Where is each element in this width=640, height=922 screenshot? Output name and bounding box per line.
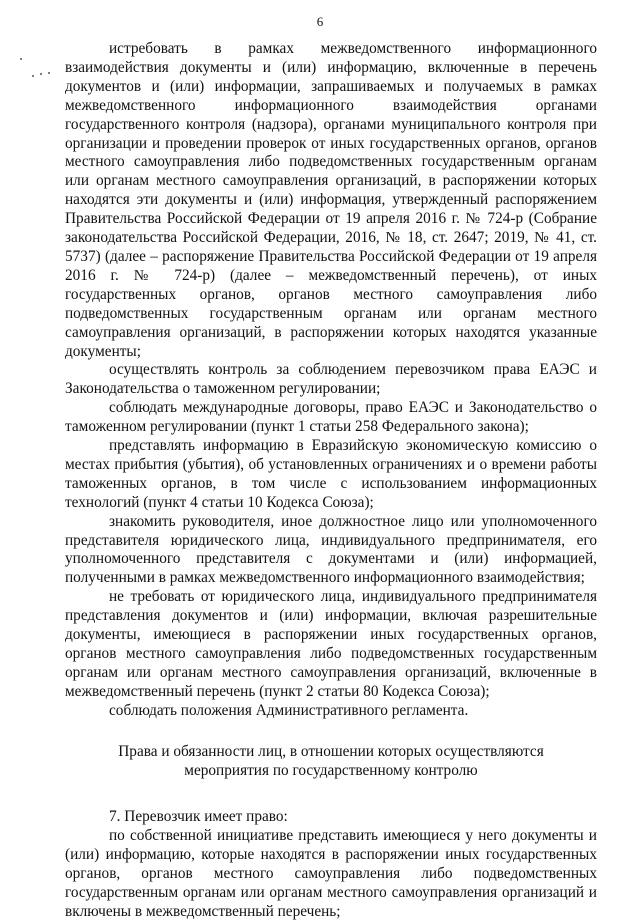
scan-speck [48,72,50,74]
body-paragraph: по собственной инициативе представить имеющиеся у него документы и (или) информацию, которые находятся в распоряжении иных государственных органов, органов местного самоуправления либо подведомственных государственным органам или органам местного самоуправления организаций и включены в межведомственный перечень; [65,827,597,920]
section-heading-line-2: мероприятия по государственному контролю [184,761,478,779]
body-paragraph: 7. Перевозчик имеет право: [109,808,288,826]
document-body [65,40,597,922]
body-paragraph: соблюдать положения Административного регламента. [109,701,469,719]
body-paragraph: истребовать в рамках межведомственного информационного взаимодействия документы и (или) информацию, включенные в перечень документов и (или) информации, запрашиваемых и получаемых в рамках межведомственного информационного взаимодействия органами государственного контроля (надзора), органами муниципального контроля при организации и проведении проверок от иных государственных органов, органов местного самоуправления либо подведомственных государственным органам или органам местного самоуправления организаций, в распоряжении которых находятся эти документы и (или) информация, утвержденный распоряжением Правительства Российской Федерации от 19 апреля 2016 г. № 724-р (Собрание законодательства Российской Федерации, 2016, № 18, ст. 2647; 2019, № 41, ст. 5737) (далее – распоряжение Правительства Российской Федерации от 19 апреля 2016 г. № 724-р) (далее – межведомственный перечень), от иных государственных органов, органов местного самоуправления либо подведомственных государственным органам или органам местного самоуправления организаций, в распоряжении которых находятся указанные документы; [65,40,597,360]
body-paragraph: не требовать от юридического лица, индивидуального предпринимателя представления документов и (или) информации, включая разрешительные документы, имеющиеся в распоряжении иных государственных органов, органов местного самоуправления либо подведомственных государственным органам или органам местного самоуправления организаций, включенные в межведомственный перечень (пункт 2 статьи 80 Кодекса Союза); [65,588,597,700]
scan-speck [40,73,42,75]
body-paragraph: знакомить руководителя, иное должностное лицо или уполномоченного представителя юридического лица, индивидуального предпринимателя, его уполномоченного представителя с документами и (или) информацией, полученными в рамках межведомственного информационного взаимодействия; [65,512,597,587]
body-paragraph: соблюдать международные договоры, право ЕАЭС и Законодательство о таможенном регулировании (пункт 1 статьи 258 Федерального закона); [65,399,597,436]
scan-speck [32,75,34,77]
body-paragraph: осуществлять контроль за соблюдением перевозчиком права ЕАЭС и Законодательства о таможенном регулировании; [65,361,597,398]
scan-speck [20,58,22,60]
section-heading-line-1: Права и обязанности лиц, в отношении которых осуществляются [118,742,544,760]
body-paragraph: представлять информацию в Евразийскую экономическую комиссию о местах прибытия (убытия), об установленных ограничениях и о времени работы таможенных органов, в том числе с использованием информационных технологий (пункт 4 статьи 10 Кодекса Союза); [65,437,597,511]
page-number: 6 [316,14,324,29]
